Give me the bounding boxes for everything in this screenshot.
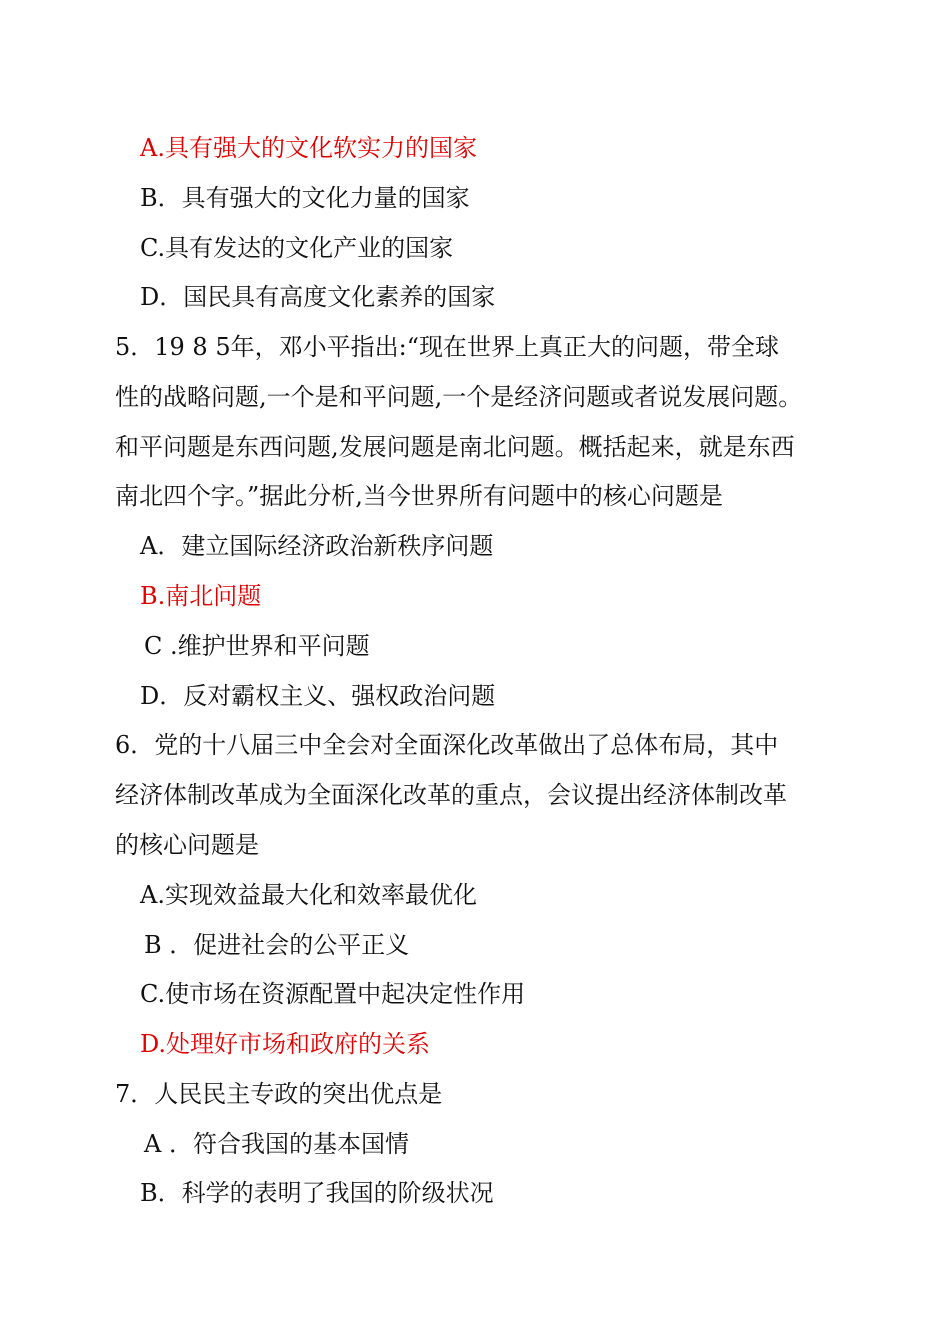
q5-option-b: B.南北问题 (140, 582, 262, 610)
q7-option-a: A ．符合我国的基本国情 (144, 1130, 409, 1158)
q6-option-c: C.使市场在资源配置中起决定性作用 (140, 980, 526, 1008)
q4-option-b: B．具有强大的文化力量的国家 (140, 184, 470, 212)
q4-option-d: D．国民具有高度文化素养的国家 (140, 283, 496, 311)
q5-stem-line-1: 5．19 8 5年，邓小平指出:“现在世界上真正大的问题，带全球 (115, 333, 779, 361)
q5-option-c: C .维护世界和平问题 (144, 632, 370, 660)
q6-stem-line-3: 的核心问题是 (115, 831, 259, 859)
q4-option-c: C.具有发达的文化产业的国家 (140, 234, 454, 262)
q6-option-d: D.处理好市场和政府的关系 (140, 1030, 431, 1058)
q6-stem-line-2: 经济体制改革成为全面深化改革的重点，会议提出经济体制改革 (115, 781, 787, 809)
q7-stem-line-1: 7．人民民主专政的突出优点是 (115, 1080, 443, 1108)
q6-option-b: B ．促进社会的公平正义 (144, 931, 410, 959)
q5-stem-line-4: 南北四个字。”据此分析,当今世界所有问题中的核心问题是 (115, 482, 723, 510)
q6-option-a: A.实现效益最大化和效率最优化 (140, 881, 477, 909)
q5-stem-line-3: 和平问题是东西问题,发展问题是南北问题。概括起来，就是东西 (115, 433, 795, 461)
q6-stem-line-1: 6．党的十八届三中全会对全面深化改革做出了总体布局，其中 (115, 731, 779, 759)
q5-stem-line-2: 性的战略问题,一个是和平问题,一个是经济问题或者说发展问题。 (115, 383, 803, 411)
q5-option-a: A．建立国际经济政治新秩序问题 (140, 532, 494, 560)
q4-option-a: A.具有强大的文化软实力的国家 (140, 134, 477, 162)
q7-option-b: B．科学的表明了我国的阶级状况 (140, 1179, 494, 1207)
q5-option-d: D．反对霸权主义、强权政治问题 (140, 682, 496, 710)
